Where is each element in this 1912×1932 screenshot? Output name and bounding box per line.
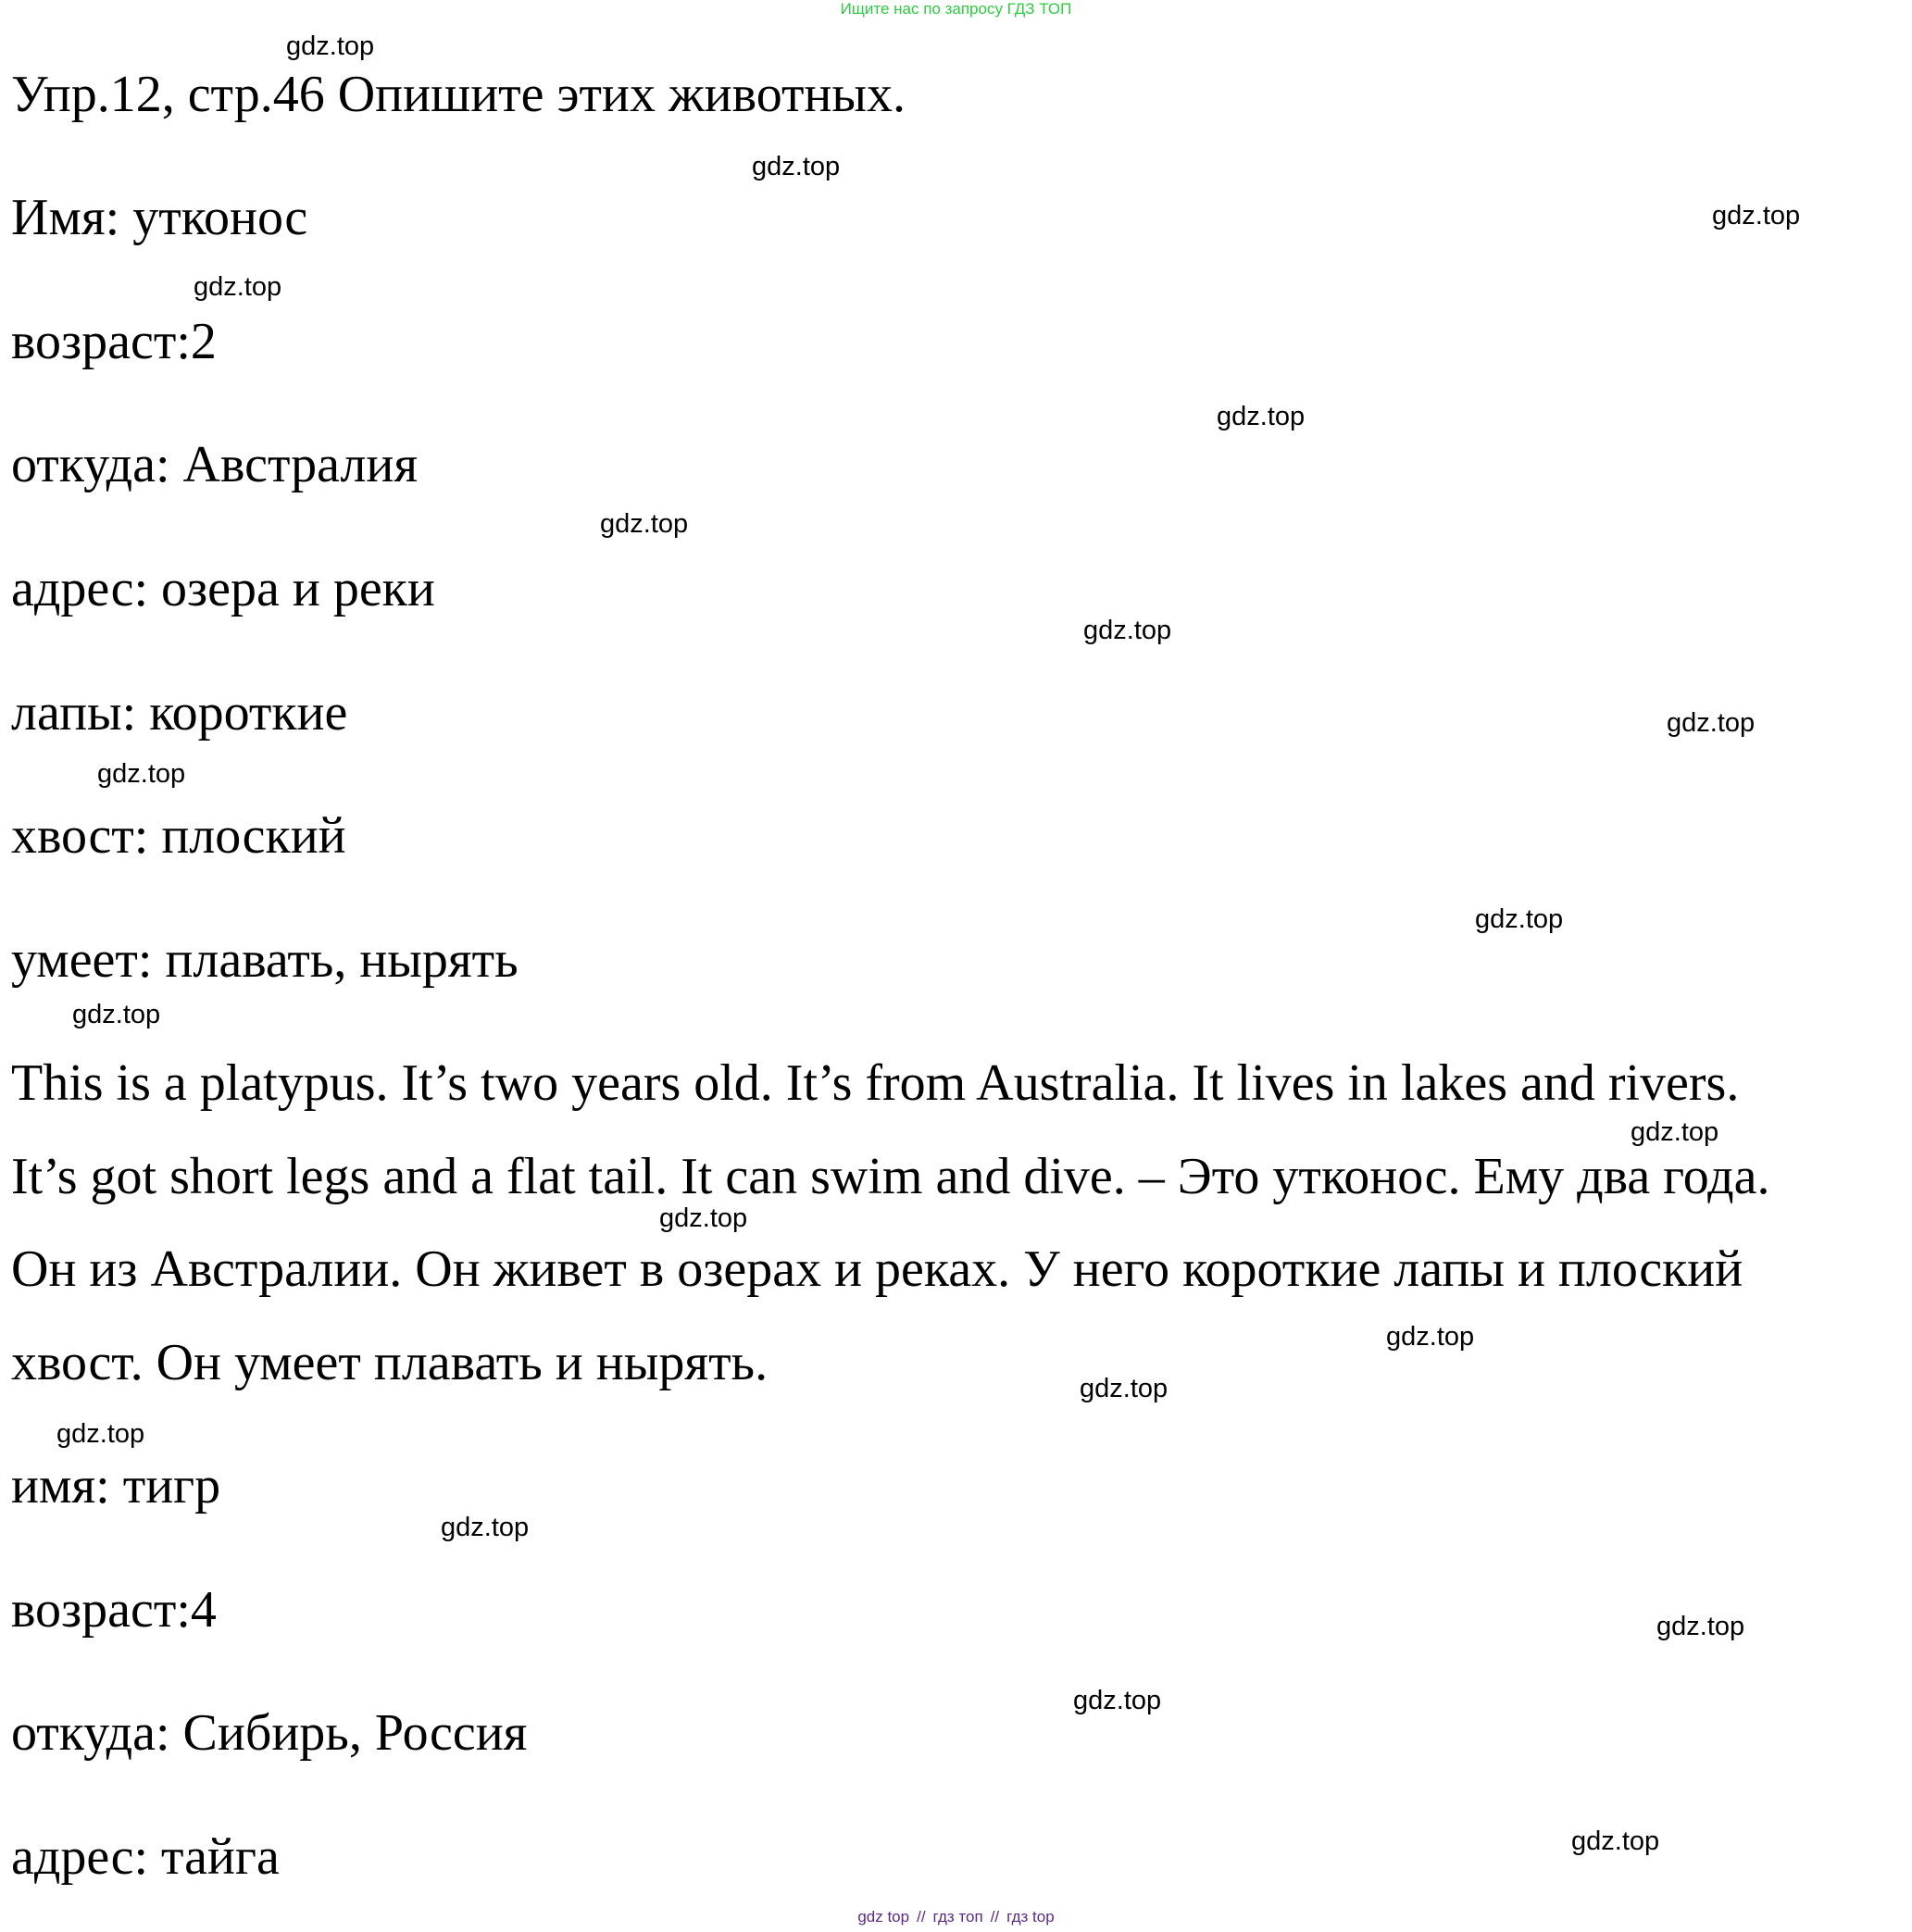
watermark: gdz.top bbox=[1656, 1612, 1745, 1641]
platypus-age: возраст:2 bbox=[11, 313, 217, 370]
platypus-can: умеет: плавать, нырять bbox=[11, 931, 519, 989]
watermark: gdz.top bbox=[1073, 1686, 1162, 1715]
paragraph-line-1: This is a platypus. It’s two years old. It’s from Australia. It lives in lakes and rivers. bbox=[11, 1054, 1740, 1112]
footer-separator: // bbox=[990, 1908, 1000, 1926]
platypus-from: откуда: Австралия bbox=[11, 436, 419, 493]
watermark: gdz.top bbox=[1712, 201, 1801, 231]
watermark: gdz.top bbox=[600, 509, 689, 539]
tiger-age: возраст:4 bbox=[11, 1581, 217, 1639]
watermark: gdz.top bbox=[1667, 708, 1756, 738]
paragraph-line-2: It’s got short legs and a flat tail. It can swim and dive. – Это утконос. Ему два года. bbox=[11, 1148, 1770, 1205]
watermark: gdz.top bbox=[56, 1419, 145, 1449]
tiger-address: адрес: тайга bbox=[11, 1828, 280, 1886]
platypus-legs: лапы: короткие bbox=[11, 684, 348, 742]
footer-watermark bbox=[0, 1907, 1912, 1927]
watermark: gdz.top bbox=[1083, 616, 1172, 645]
platypus-name: Имя: утконос bbox=[11, 189, 308, 246]
watermark: gdz.top bbox=[1475, 904, 1564, 934]
watermark: gdz.top bbox=[194, 272, 282, 302]
footer-part-3: гдз top bbox=[1006, 1908, 1055, 1926]
footer-part-2: гдз топ bbox=[932, 1908, 983, 1926]
watermark: gdz.top bbox=[1217, 402, 1306, 431]
footer-part-1: gdz top bbox=[857, 1908, 910, 1926]
watermark: gdz.top bbox=[72, 1000, 161, 1029]
watermark: gdz.top bbox=[752, 152, 841, 181]
watermark: gdz.top bbox=[1080, 1374, 1168, 1403]
platypus-address: адрес: озера и реки bbox=[11, 560, 435, 617]
footer-separator: // bbox=[917, 1908, 926, 1926]
watermark: gdz.top bbox=[1386, 1322, 1475, 1352]
top-banner: Ищите нас по запросу ГДЗ ТОП bbox=[840, 0, 1072, 18]
watermark: gdz.top bbox=[1631, 1117, 1719, 1147]
paragraph-line-4: хвост. Он умеет плавать и нырять. bbox=[11, 1334, 769, 1391]
tiger-name: имя: тигр bbox=[11, 1457, 221, 1514]
watermark: gdz.top bbox=[286, 31, 375, 61]
paragraph-line-3: Он из Австралии. Он живет в озерах и реках. У него короткие лапы и плоский bbox=[11, 1240, 1743, 1298]
watermark: gdz.top bbox=[1571, 1826, 1660, 1856]
platypus-tail: хвост: плоский bbox=[11, 807, 346, 865]
watermark: gdz.top bbox=[97, 759, 186, 789]
watermark: gdz.top bbox=[441, 1513, 530, 1542]
tiger-from: откуда: Сибирь, Россия bbox=[11, 1704, 528, 1762]
watermark: gdz.top bbox=[659, 1203, 748, 1233]
page-title: Упр.12, стр.46 Опишите этих животных. bbox=[11, 66, 906, 123]
